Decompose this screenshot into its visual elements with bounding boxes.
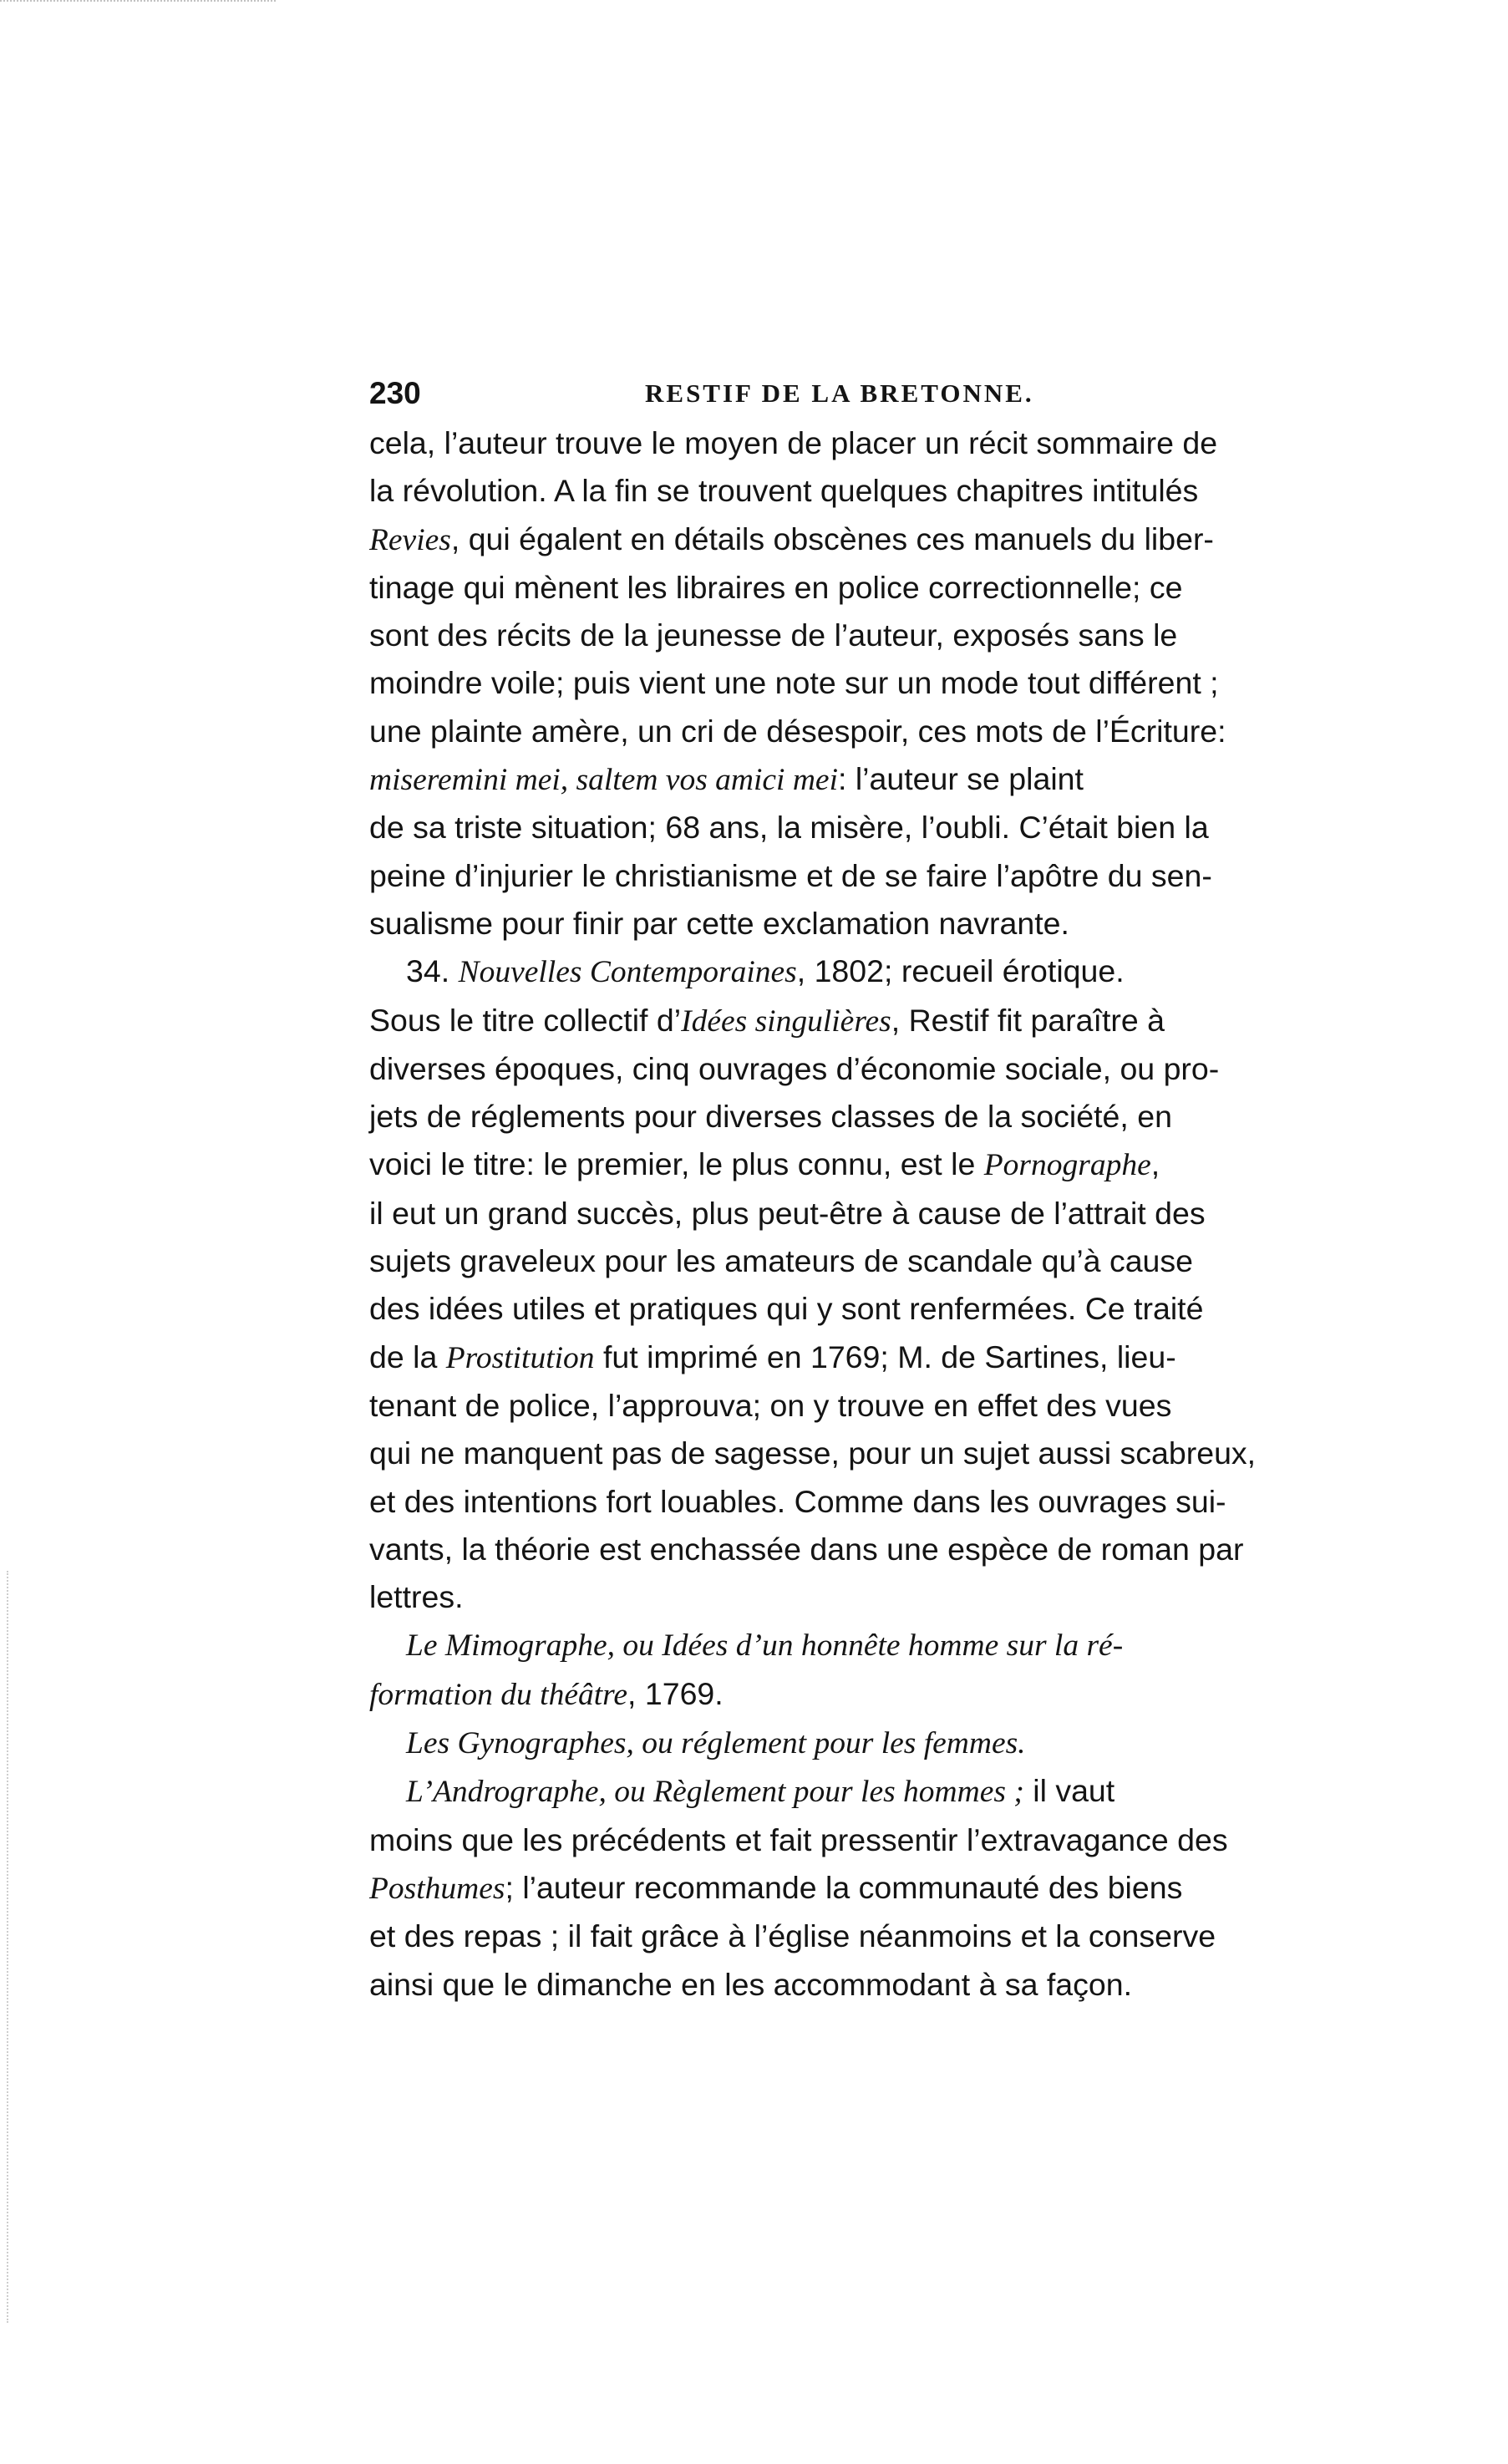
- scan-top-noise: [0, 0, 276, 7]
- entry-mimographe: Le Mimographe, ou Idées d’un honnête homme sur la ré- formation du théâtre, 1769.: [369, 1628, 1124, 1712]
- paragraph-restif-revies: cela, l’auteur trouve le moyen de placer un récit sommaire de la révolution. A la fin se trouvent quelques chapitres intitulés Revies, qui égalent en détails obscènes ces manuels du liber- tinage qui mènent les libraires en police correctionnelle; ce sont des récits de la jeunesse de l’auteur, exposés sans le moindre voile; puis vient une note sur un mode tout différent ; une plainte amère, un cri de désespoir, ces mots de l’Écriture: miseremini mei, saltem vos amici mei: l’auteur se plaint de sa triste situation; 68 ans, la misère, l’oubli. C’était bien la peine d’injurier le christianisme et de se faire l’apôtre du sen- sualisme pour finir par cette exclamation navrante.: [369, 425, 1226, 941]
- running-title: RESTIF DE LA BRETONNE.: [645, 378, 1034, 408]
- scan-margin-noise: [7, 1571, 13, 2323]
- italic-pornographe: Pornographe: [983, 1148, 1151, 1183]
- book-page: [369, 368, 1282, 2009]
- italic-posthumes: Posthumes: [369, 1871, 505, 1906]
- entry-gynographes: [369, 1719, 1282, 1767]
- running-header: [369, 368, 1282, 419]
- title-mimographe-cont: formation du théâtre: [369, 1677, 628, 1712]
- paragraph-idees-singulieres: Sous le titre collectif d’Idées singulières, Restif fit paraître à diverses époques, cinq ouvrages d’économie sociale, ou pro- jets de réglements pour diverses classes de la société, en voici le titre: le premier, le plus connu, est le Pornographe, il eut un grand succès, plus peut-être à cause de l’attrait des sujets graveleux pour les amateurs de scandale qu’à cause des idées utiles et pratiques qui y sont renfermées. Ce traité de la Prostitution fut imprimé en 1769; M. de Sartines, lieu- tenant de police, l’approuva; on y trouve en effet des vues qui ne manquent pas de sagesse, pour un sujet aussi scabreux, et des intentions fort louables. Comme dans les ouvrages sui- vants, la théorie est enchassée dans une espèce de roman par lettres.: [369, 1002, 1257, 1615]
- title-mimographe: Le Mimographe, ou Idées d’un honnête homme sur la ré-: [406, 1628, 1124, 1664]
- entry-title: Nouvelles Contemporaines: [458, 955, 797, 990]
- latin-quote: miseremini mei, saltem vos amici mei: [369, 763, 838, 798]
- entry-34: 34. Nouvelles Contemporaines, 1802; recueil érotique.: [406, 953, 1125, 990]
- italic-title-revies: Revies: [369, 522, 451, 557]
- page-number: 230: [369, 376, 421, 410]
- body-text: [369, 419, 1282, 2009]
- title-andrographe: L’Andrographe, ou Règlement pour les hommes ;: [406, 1775, 1024, 1810]
- entry-andrographe: L’Andrographe, ou Règlement pour les hommes ; il vaut moins que les précédents et fait pressentir l’extravagance des Posthumes; l’auteur recommande la communauté des biens et des repas ; il fait grâce à l’église néanmoins et la conserve ainsi que le dimanche en les accommodant à sa façon.: [369, 1773, 1228, 2002]
- italic-idees: Idées singulières: [681, 1003, 891, 1039]
- italic-prostitution: Prostitution: [445, 1340, 595, 1375]
- title-gynographes: Les Gynographes, ou réglement pour les femmes.: [406, 1726, 1026, 1761]
